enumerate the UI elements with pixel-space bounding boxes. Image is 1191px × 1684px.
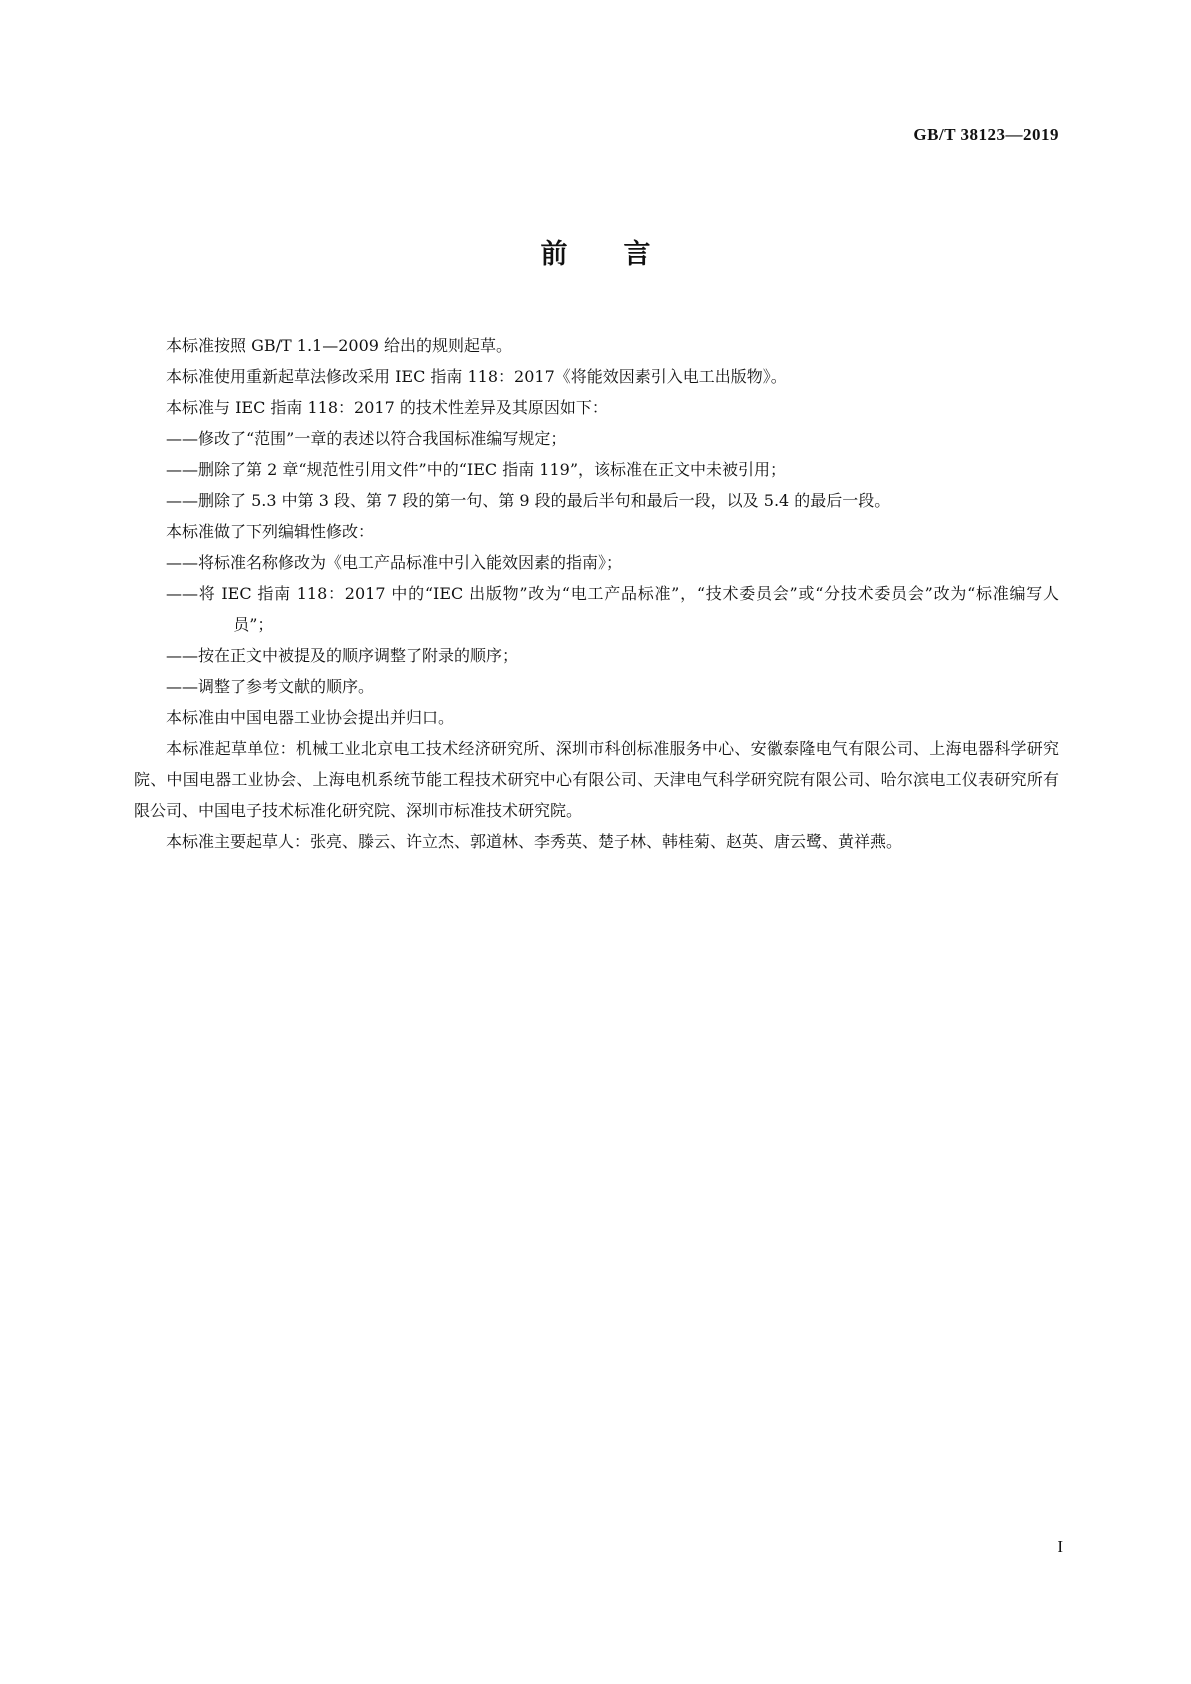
paragraph-drafting-organizations: 本标准起草单位：机械工业北京电工技术经济研究所、深圳市科创标准服务中心、安徽泰隆电气有限公司、上海电器科学研究院、中国电器工业协会、上海电机系统节能工程技术研究中心有限公司、天津电气科学研究院有限公司、哈尔滨电工仪表研究所有限公司、中国电子技术标准化研究院、深圳市标准技术研究院。 [134,739,1059,820]
list-item-difference-1: ——修改了“范围”一章的表述以符合我国标准编写规定； [166,429,567,448]
foreword-body [134,330,1059,857]
paragraph-technical-differences: 本标准与 IEC 指南 118：2017 的技术性差异及其原因如下： [166,398,608,417]
document-code: GB/T 38123—2019 [913,125,1059,144]
list-item-editorial-4: ——调整了参考文献的顺序。 [166,677,375,696]
list-item-editorial-3: ——按在正文中被提及的顺序调整了附录的顺序； [166,646,519,665]
page-title [0,232,1191,271]
page-number: I [1057,1537,1063,1556]
paragraph-adoption: 本标准使用重新起草法修改采用 IEC 指南 118：2017《将能效因素引入电工出版物》。 [166,367,787,386]
paragraph-editorial-changes: 本标准做了下列编辑性修改： [166,522,375,541]
paragraph-proposer: 本标准由中国电器工业协会提出并归口。 [166,708,455,727]
list-item-difference-2: ——删除了第 2 章“规范性引用文件”中的“IEC 指南 119”，该标准在正文中未被引用； [166,460,787,479]
paragraph-drafting-rules: 本标准按照 GB/T 1.1—2009 给出的规则起草。 [166,336,513,355]
page-title-char-1: 前 [540,239,568,270]
paragraph-drafters: 本标准主要起草人：张亮、滕云、许立杰、郭道林、李秀英、楚子林、韩桂菊、赵英、唐云鹭、黄祥燕。 [166,832,903,851]
list-item-editorial-1: ——将标准名称修改为《电工产品标准中引入能效因素的指南》； [166,553,623,572]
list-item-difference-3: ——删除了 5.3 中第 3 段、第 7 段的第一句、第 9 段的最后半句和最后一段，以及 5.4 的最后一段。 [166,491,891,510]
page-title-char-2: 言 [623,239,651,270]
list-item-editorial-2: ——将 IEC 指南 118：2017 中的“IEC 出版物”改为“电工产品标准”，“技术委员会”或“分技术委员会”改为“标准编写人员”； [166,584,1059,634]
